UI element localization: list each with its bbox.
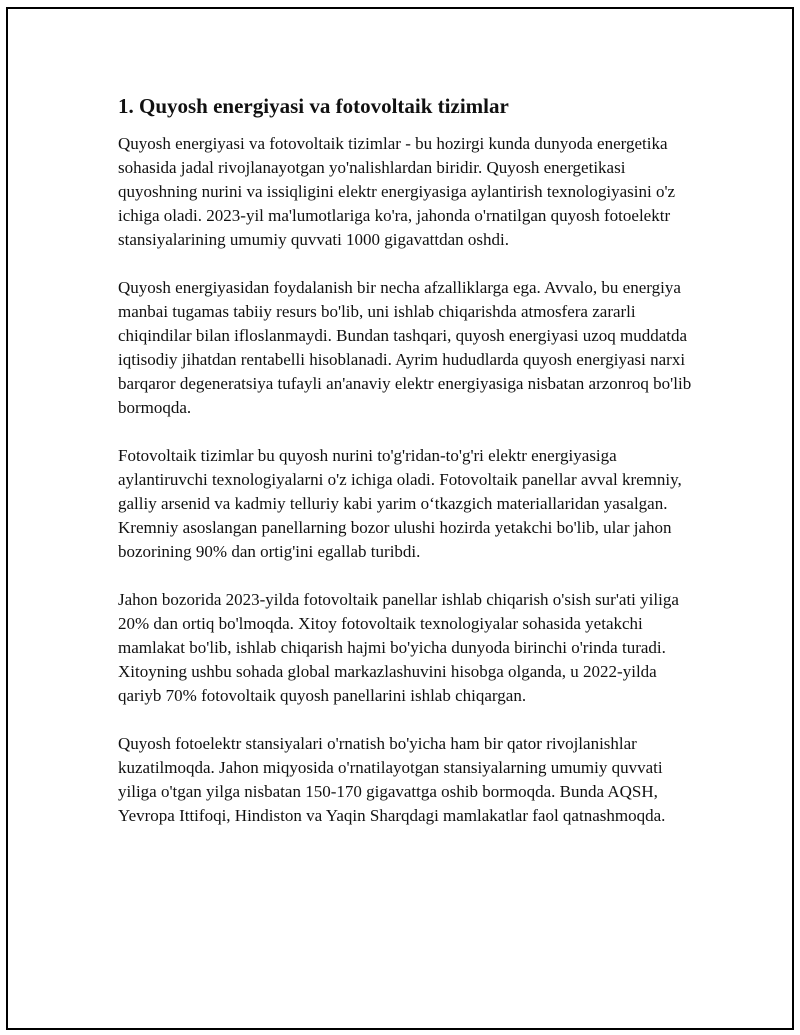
paragraph-2: Quyosh energiyasidan foydalanish bir necha afzalliklarga ega. Avvalo, bu energiya manbai tugamas tabiiy resurs bo'lib, uni ishlab chiqarishda atmosfera zararli chiqindilar bilan ifloslanmaydi. Bundan tashqari, quyosh energiyasi uzoq muddatda iqtisodiy jihatdan rentabelli hisoblanadi. Ayrim hududlarda quyosh energiyasi narxi barqaror degeneratsiya tufayli an'anaviy elektr energiyasiga nisbatan arzonroq bo'lib bormoqda. [118, 278, 692, 417]
paragraph-5: Quyosh fotoelektr stansiyalari o'rnatish bo'yicha ham bir qator rivojlanishlar kuzatilmoqda. Jahon miqyosida o'rnatilayotgan stansiyalarning umumiy quvvati yiliga o'tgan yilga nisbatan 150-170 gigavattga oshib bormoqda. Bunda AQSH, Yevropa Ittifoqi, Hindiston va Yaqin Sharqdagi mamlakatlar faol qatnashmoqda. [118, 734, 666, 825]
paragraph-4: Jahon bozorida 2023-yilda fotovoltaik panellar ishlab chiqarish o'sish sur'ati yiliga 20% dan ortiq bo'lmoqda. Xitoy fotovoltaik texnologiyalar sohasida yetakchi mamlakat bo'lib, ishlab chiqarish hajmi bo'yicha dunyoda birinchi o'rinda turadi. Xitoyning ushbu sohada global markazlashuvini hisobga olganda, u 2022-yilda qariyb 70% fotovoltaik quyosh panellarini ishlab chiqargan. [118, 590, 679, 705]
paragraph-1: Quyosh energiyasi va fotovoltaik tizimlar - bu hozirgi kunda dunyoda energetika sohasida jadal rivojlanayotgan yo'nalishlardan biridir. Quyosh energetikasi quyoshning nurini va issiqligini elektr energiyasiga aylantirish texnologiyasini o'z ichiga oladi. 2023-yil ma'lumotlariga ko'ra, jahonda o'rnatilgan quyosh fotoelektr stansiyalarining umumiy quvvati 1000 gigavattdan oshdi. [118, 134, 676, 249]
paragraph-3: Fotovoltaik tizimlar bu quyosh nurini to'g'ridan-to'g'ri elektr energiyasiga aylantiruvchi texnologiyalarni o'z ichiga oladi. Fotovoltaik panellar avval kremniy, galliy arsenid va kadmiy telluriy kabi yarim o‘tkazgich materiallaridan yasalgan. Kremniy asoslangan panellarning bozor ulushi hozirda yetakchi bo'lib, ular jahon bozorining 90% dan ortig'ini egallab turibdi. [118, 446, 682, 561]
document-body [118, 92, 698, 852]
section-heading: 1. Quyosh energiyasi va fotovoltaik tizimlar [118, 94, 509, 118]
